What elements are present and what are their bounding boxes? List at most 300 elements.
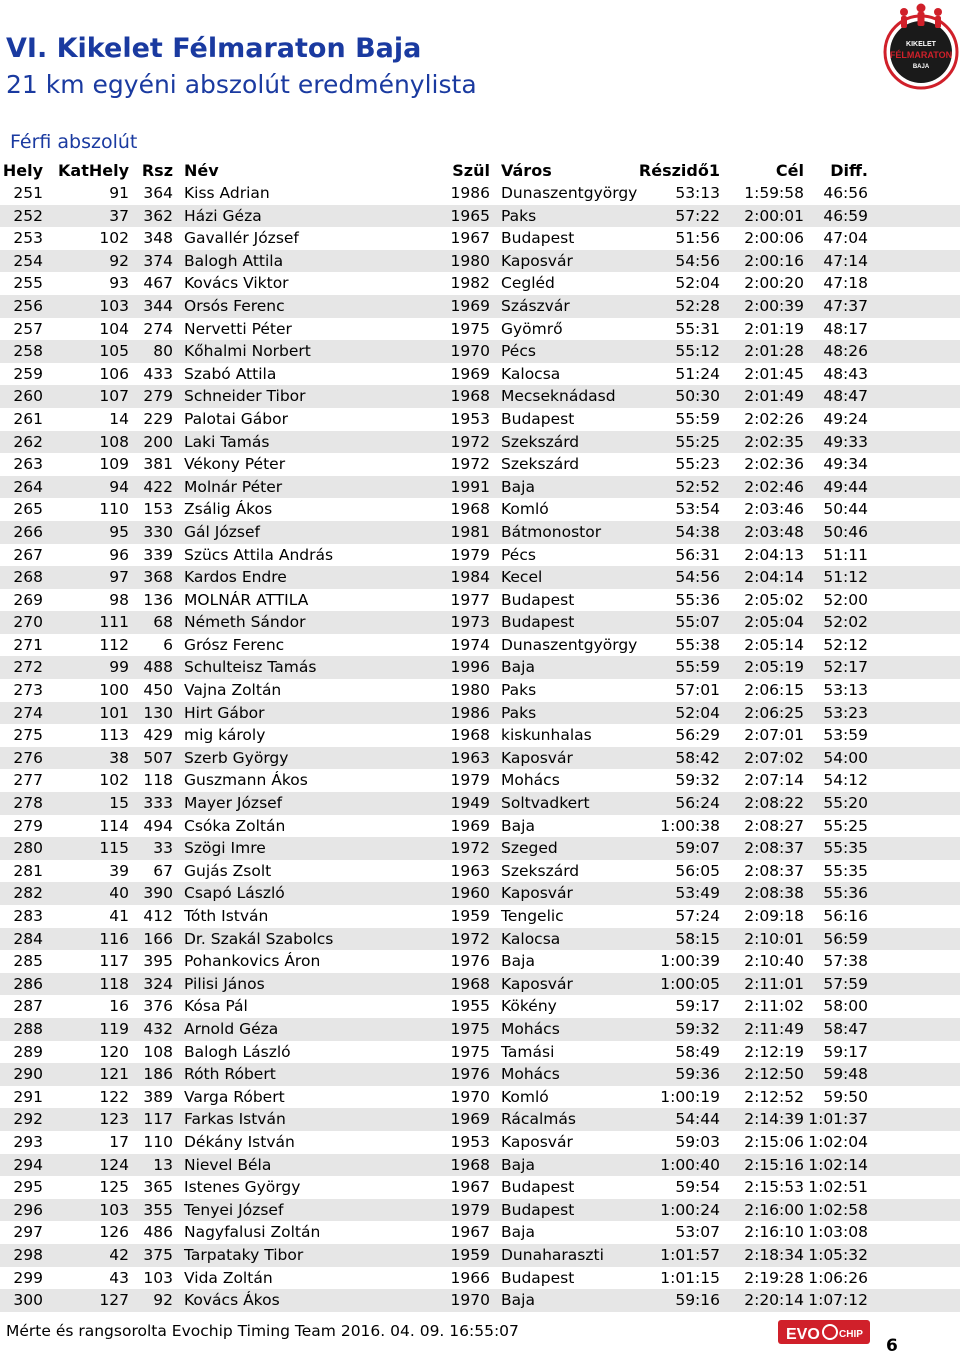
cell-diff: 56:59 xyxy=(823,929,868,948)
cell-rsz: 348 xyxy=(143,229,173,248)
cell-nev: Nagyfalusi Zoltán xyxy=(184,1223,321,1242)
cell-hely: 261 xyxy=(13,409,43,428)
cell-hely: 273 xyxy=(13,681,43,700)
table-row xyxy=(0,702,960,725)
table-row xyxy=(0,837,960,860)
cell-diff: 49:44 xyxy=(823,477,868,496)
cell-cel: 2:08:37 xyxy=(744,861,804,880)
cell-cel: 2:01:19 xyxy=(744,319,804,338)
cell-reszido: 58:15 xyxy=(675,929,720,948)
cell-nev: Házi Géza xyxy=(184,206,262,225)
cell-rsz: 486 xyxy=(143,1223,173,1242)
cell-diff: 52:17 xyxy=(823,658,868,677)
cell-hely: 294 xyxy=(13,1155,43,1174)
cell-hely: 256 xyxy=(13,296,43,315)
cell-reszido: 59:16 xyxy=(675,1291,720,1310)
cell-reszido: 58:42 xyxy=(675,748,720,767)
cell-rsz: 368 xyxy=(143,568,173,587)
cell-varos: Tamási xyxy=(501,1042,555,1061)
cell-kathely: 123 xyxy=(99,1110,129,1129)
cell-nev: Tenyei József xyxy=(184,1200,284,1219)
cell-rsz: 186 xyxy=(143,1065,173,1084)
table-row xyxy=(0,431,960,454)
cell-diff: 1:02:04 xyxy=(808,1132,868,1151)
cell-cel: 2:01:49 xyxy=(744,387,804,406)
cell-nev: Kőhalmi Norbert xyxy=(184,342,311,361)
cell-varos: Mecseknádasd xyxy=(501,387,616,406)
cell-nev: Palotai Gábor xyxy=(184,409,288,428)
cell-varos: Budapest xyxy=(501,1268,575,1287)
cell-diff: 57:59 xyxy=(823,974,868,993)
cell-szul: 1966 xyxy=(450,1268,490,1287)
cell-varos: Budapest xyxy=(501,613,575,632)
cell-varos: Kecel xyxy=(501,568,543,587)
cell-diff: 49:33 xyxy=(823,432,868,451)
table-row xyxy=(0,1221,960,1244)
cell-rsz: 488 xyxy=(143,658,173,677)
evo-logo-text-b: CHIP xyxy=(839,1329,863,1340)
cell-varos: Soltvadkert xyxy=(501,794,590,813)
cell-varos: Dunaszentgyörgy xyxy=(501,184,638,202)
cell-szul: 1970 xyxy=(450,1087,490,1106)
cell-reszido: 54:38 xyxy=(675,522,720,541)
cell-varos: Szeged xyxy=(501,839,558,858)
cell-cel: 2:02:36 xyxy=(744,455,804,474)
table-row xyxy=(0,634,960,657)
cell-rsz: 355 xyxy=(143,1200,173,1219)
cell-reszido: 59:32 xyxy=(675,771,720,790)
cell-nev: Nievel Béla xyxy=(184,1155,272,1174)
cell-diff: 55:35 xyxy=(823,861,868,880)
table-row xyxy=(0,385,960,408)
cell-hely: 295 xyxy=(13,1178,43,1197)
cell-cel: 2:10:01 xyxy=(744,929,804,948)
cell-kathely: 105 xyxy=(99,342,129,361)
cell-diff: 1:05:32 xyxy=(808,1245,868,1264)
cell-varos: Baja xyxy=(501,477,535,496)
cell-rsz: 376 xyxy=(143,997,173,1016)
cell-hely: 272 xyxy=(13,658,43,677)
cell-reszido: 51:56 xyxy=(675,229,720,248)
cell-nev: Vida Zoltán xyxy=(184,1268,273,1287)
cell-cel: 2:01:28 xyxy=(744,342,804,361)
cell-varos: Komló xyxy=(501,1087,549,1106)
cell-cel: 2:02:26 xyxy=(744,409,804,428)
cell-rsz: 375 xyxy=(143,1245,173,1264)
table-row xyxy=(0,1267,960,1290)
cell-diff: 1:07:12 xyxy=(808,1291,868,1310)
cell-nev: Kovács Viktor xyxy=(184,274,289,293)
cell-rsz: 110 xyxy=(143,1132,173,1151)
cell-nev: Schulteisz Tamás xyxy=(184,658,317,677)
table-row xyxy=(0,860,960,883)
cell-reszido: 52:52 xyxy=(675,477,720,496)
table-row xyxy=(0,769,960,792)
cell-nev: mig károly xyxy=(184,726,266,745)
cell-cel: 2:08:38 xyxy=(744,884,804,903)
cell-rsz: 374 xyxy=(143,251,173,270)
cell-varos: Budapest xyxy=(501,1200,575,1219)
cell-diff: 59:50 xyxy=(823,1087,868,1106)
cell-kathely: 119 xyxy=(99,1019,129,1038)
cell-hely: 270 xyxy=(13,613,43,632)
cell-rsz: 467 xyxy=(143,274,173,293)
cell-reszido: 55:36 xyxy=(675,590,720,609)
cell-kathely: 40 xyxy=(109,884,129,903)
cell-reszido: 55:12 xyxy=(675,342,720,361)
table-row xyxy=(0,928,960,951)
cell-diff: 46:56 xyxy=(823,184,868,202)
table-row xyxy=(0,363,960,386)
cell-kathely: 122 xyxy=(99,1087,129,1106)
cell-kathely: 98 xyxy=(109,590,129,609)
cell-szul: 1965 xyxy=(450,206,490,225)
cell-cel: 2:18:34 xyxy=(744,1245,804,1264)
cell-cel: 2:16:00 xyxy=(744,1200,804,1219)
cell-kathely: 16 xyxy=(109,997,129,1016)
cell-reszido: 54:56 xyxy=(675,251,720,270)
cell-kathely: 118 xyxy=(99,974,129,993)
cell-hely: 296 xyxy=(13,1200,43,1219)
cell-reszido: 52:04 xyxy=(675,274,720,293)
cell-hely: 255 xyxy=(13,274,43,293)
cell-rsz: 108 xyxy=(143,1042,173,1061)
cell-diff: 47:14 xyxy=(823,251,868,270)
cell-nev: Varga Róbert xyxy=(184,1087,285,1106)
table-row xyxy=(0,1086,960,1109)
cell-rsz: 153 xyxy=(143,500,173,519)
cell-rsz: 390 xyxy=(143,884,173,903)
cell-rsz: 450 xyxy=(143,681,173,700)
cell-varos: Baja xyxy=(501,816,535,835)
cell-hely: 274 xyxy=(13,703,43,722)
cell-nev: Szögi Imre xyxy=(184,839,266,858)
cell-nev: Balogh Attila xyxy=(184,251,284,270)
cell-szul: 1972 xyxy=(450,432,490,451)
table-row xyxy=(0,227,960,250)
cell-szul: 1953 xyxy=(450,1132,490,1151)
cell-hely: 284 xyxy=(13,929,43,948)
cell-szul: 1979 xyxy=(450,1200,490,1219)
cell-kathely: 37 xyxy=(109,206,129,225)
cell-hely: 275 xyxy=(13,726,43,745)
cell-varos: Cegléd xyxy=(501,274,555,293)
evochip-logo-icon xyxy=(778,1318,870,1346)
cell-hely: 293 xyxy=(13,1132,43,1151)
cell-kathely: 127 xyxy=(99,1291,129,1310)
cell-hely: 254 xyxy=(13,251,43,270)
table-row xyxy=(0,882,960,905)
cell-rsz: 429 xyxy=(143,726,173,745)
cell-nev: Gujás Zsolt xyxy=(184,861,272,880)
cell-varos: Kaposvár xyxy=(501,974,573,993)
table-row xyxy=(0,973,960,996)
kikelet-felmaraton-logo-icon xyxy=(882,0,960,100)
cell-cel: 2:10:40 xyxy=(744,952,804,971)
table-row xyxy=(0,295,960,318)
cell-diff: 52:00 xyxy=(823,590,868,609)
cell-szul: 1982 xyxy=(450,274,490,293)
cell-kathely: 126 xyxy=(99,1223,129,1242)
cell-nev: Balogh László xyxy=(184,1042,291,1061)
cell-rsz: 6 xyxy=(163,635,173,654)
cell-reszido: 59:32 xyxy=(675,1019,720,1038)
cell-nev: Szücs Attila András xyxy=(184,545,334,564)
cell-szul: 1973 xyxy=(450,613,490,632)
cell-szul: 1960 xyxy=(450,884,490,903)
cell-diff: 1:02:14 xyxy=(808,1155,868,1174)
cell-szul: 1968 xyxy=(450,500,490,519)
cell-szul: 1967 xyxy=(450,1178,490,1197)
cell-hely: 259 xyxy=(13,364,43,383)
cell-rsz: 433 xyxy=(143,364,173,383)
cell-cel: 2:04:14 xyxy=(744,568,804,587)
cell-reszido: 1:00:05 xyxy=(660,974,720,993)
cell-varos: Szekszárd xyxy=(501,455,580,474)
cell-rsz: 494 xyxy=(143,816,173,835)
cell-cel: 2:06:25 xyxy=(744,703,804,722)
cell-szul: 1975 xyxy=(450,1019,490,1038)
cell-varos: Pécs xyxy=(501,545,536,564)
cell-kathely: 125 xyxy=(99,1178,129,1197)
cell-reszido: 1:00:40 xyxy=(660,1155,720,1174)
col-szul: Szül xyxy=(452,161,490,180)
cell-reszido: 51:24 xyxy=(675,364,720,383)
table-row xyxy=(0,950,960,973)
cell-cel: 2:11:01 xyxy=(744,974,804,993)
cell-szul: 1975 xyxy=(450,1042,490,1061)
cell-nev: Nervetti Péter xyxy=(184,319,292,338)
cell-kathely: 43 xyxy=(109,1268,129,1287)
cell-kathely: 99 xyxy=(109,658,129,677)
cell-diff: 59:17 xyxy=(823,1042,868,1061)
table-row xyxy=(0,498,960,521)
cell-rsz: 274 xyxy=(143,319,173,338)
cell-nev: Gál József xyxy=(184,522,261,541)
cell-diff: 53:59 xyxy=(823,726,868,745)
cell-nev: Mayer József xyxy=(184,794,283,813)
cell-hely: 288 xyxy=(13,1019,43,1038)
cell-cel: 2:07:01 xyxy=(744,726,804,745)
cell-diff: 48:47 xyxy=(823,387,868,406)
cell-reszido: 59:17 xyxy=(675,997,720,1016)
cell-reszido: 1:00:24 xyxy=(660,1200,720,1219)
cell-reszido: 52:04 xyxy=(675,703,720,722)
cell-hely: 297 xyxy=(13,1223,43,1242)
cell-hely: 268 xyxy=(13,568,43,587)
cell-cel: 2:07:02 xyxy=(744,748,804,767)
cell-nev: Tóth István xyxy=(184,907,269,925)
cell-nev: Róth Róbert xyxy=(184,1065,276,1084)
cell-szul: 1974 xyxy=(450,635,490,654)
cell-szul: 1979 xyxy=(450,545,490,564)
cell-szul: 1986 xyxy=(450,703,490,722)
cell-reszido: 58:49 xyxy=(675,1042,720,1061)
cell-kathely: 121 xyxy=(99,1065,129,1084)
cell-szul: 1968 xyxy=(450,726,490,745)
cell-kathely: 95 xyxy=(109,522,129,541)
cell-reszido: 59:03 xyxy=(675,1132,720,1151)
cell-hely: 300 xyxy=(13,1291,43,1310)
table-row xyxy=(0,724,960,747)
cell-hely: 278 xyxy=(13,794,43,813)
cell-varos: Bátmonostor xyxy=(501,522,602,541)
cell-diff: 49:24 xyxy=(823,409,868,428)
cell-hely: 285 xyxy=(13,952,43,971)
cell-kathely: 92 xyxy=(109,251,129,270)
cell-kathely: 120 xyxy=(99,1042,129,1061)
cell-diff: 57:38 xyxy=(823,952,868,971)
cell-hely: 267 xyxy=(13,545,43,564)
cell-cel: 1:59:58 xyxy=(744,184,804,202)
col-rsz: Rsz xyxy=(141,161,173,180)
cell-varos: Pécs xyxy=(501,342,536,361)
table-row xyxy=(0,250,960,273)
cell-reszido: 53:54 xyxy=(675,500,720,519)
cell-szul: 1972 xyxy=(450,929,490,948)
cell-reszido: 55:59 xyxy=(675,658,720,677)
cell-szul: 1970 xyxy=(450,1291,490,1310)
cell-diff: 48:26 xyxy=(823,342,868,361)
cell-kathely: 42 xyxy=(109,1245,129,1264)
cell-rsz: 364 xyxy=(143,184,173,202)
cell-nev: MOLNÁR ATTILA xyxy=(184,590,309,609)
footer-text: Mérte és rangsorolta Evochip Timing Team 2016. 04. 09. 16:55:07 xyxy=(6,1322,519,1340)
cell-hely: 271 xyxy=(13,635,43,654)
evo-logo-text-a: EVO xyxy=(786,1326,820,1343)
cell-szul: 1972 xyxy=(450,839,490,858)
cell-szul: 1959 xyxy=(450,907,490,925)
cell-diff: 59:48 xyxy=(823,1065,868,1084)
cell-varos: Mohács xyxy=(501,1065,560,1084)
col-nev: Név xyxy=(184,161,219,180)
cell-rsz: 92 xyxy=(153,1291,173,1310)
cell-hely: 251 xyxy=(13,184,43,202)
cell-diff: 54:00 xyxy=(823,748,868,767)
cell-nev: Guszmann Ákos xyxy=(184,771,308,790)
cell-rsz: 136 xyxy=(143,590,173,609)
cell-cel: 2:00:01 xyxy=(744,206,804,225)
cell-hely: 276 xyxy=(13,748,43,767)
table-row xyxy=(0,453,960,476)
cell-varos: Budapest xyxy=(501,1178,575,1197)
table-row xyxy=(0,995,960,1018)
cell-varos: Budapest xyxy=(501,409,575,428)
table-row xyxy=(0,747,960,770)
cell-cel: 2:00:20 xyxy=(744,274,804,293)
cell-reszido: 54:44 xyxy=(675,1110,720,1129)
cell-diff: 1:02:51 xyxy=(808,1178,868,1197)
cell-diff: 58:47 xyxy=(823,1019,868,1038)
cell-szul: 1986 xyxy=(450,184,490,202)
cell-varos: Baja xyxy=(501,658,535,677)
cell-nev: Kósa Pál xyxy=(184,997,248,1016)
cell-varos: Baja xyxy=(501,1155,535,1174)
cell-reszido: 55:07 xyxy=(675,613,720,632)
cell-szul: 1972 xyxy=(450,455,490,474)
cell-reszido: 55:23 xyxy=(675,455,720,474)
cell-varos: Komló xyxy=(501,500,549,519)
cell-rsz: 67 xyxy=(153,861,173,880)
cell-diff: 51:11 xyxy=(823,545,868,564)
category-title: Férfi abszolút xyxy=(10,131,138,153)
cell-szul: 1969 xyxy=(450,296,490,315)
cell-szul: 1976 xyxy=(450,952,490,971)
cell-diff: 1:06:26 xyxy=(808,1268,868,1287)
table-row xyxy=(0,544,960,567)
cell-szul: 1975 xyxy=(450,319,490,338)
cell-hely: 279 xyxy=(13,816,43,835)
table-row xyxy=(0,815,960,838)
cell-hely: 292 xyxy=(13,1110,43,1129)
cell-kathely: 96 xyxy=(109,545,129,564)
table-row xyxy=(0,318,960,341)
cell-varos: Baja xyxy=(501,1223,535,1242)
cell-cel: 2:00:06 xyxy=(744,229,804,248)
cell-varos: Szekszárd xyxy=(501,861,580,880)
cell-nev: Farkas István xyxy=(184,1110,286,1129)
table-row xyxy=(0,1199,960,1222)
cell-kathely: 111 xyxy=(99,613,129,632)
cell-diff: 54:12 xyxy=(823,771,868,790)
cell-reszido: 1:00:19 xyxy=(660,1087,720,1106)
cell-rsz: 166 xyxy=(143,929,173,948)
cell-varos: Baja xyxy=(501,1291,535,1310)
cell-reszido: 57:01 xyxy=(675,681,720,700)
page-title: VI. Kikelet Félmaraton Baja xyxy=(6,33,422,64)
cell-varos: Kaposvár xyxy=(501,748,573,767)
cell-diff: 53:13 xyxy=(823,681,868,700)
cell-hely: 257 xyxy=(13,319,43,338)
cell-szul: 1967 xyxy=(450,229,490,248)
cell-cel: 2:02:35 xyxy=(744,432,804,451)
table-row xyxy=(0,611,960,634)
cell-cel: 2:08:22 xyxy=(744,794,804,813)
cell-kathely: 109 xyxy=(99,455,129,474)
cell-szul: 1969 xyxy=(450,816,490,835)
cell-varos: Paks xyxy=(501,206,537,225)
cell-kathely: 115 xyxy=(99,839,129,858)
cell-szul: 1968 xyxy=(450,387,490,406)
cell-cel: 2:00:16 xyxy=(744,251,804,270)
cell-diff: 55:35 xyxy=(823,839,868,858)
cell-varos: Dunaharaszti xyxy=(501,1245,604,1264)
cell-cel: 2:05:02 xyxy=(744,590,804,609)
cell-szul: 1955 xyxy=(450,997,490,1016)
cell-reszido: 52:28 xyxy=(675,296,720,315)
cell-reszido: 53:07 xyxy=(675,1223,720,1242)
cell-nev: Kardos Endre xyxy=(184,568,287,587)
cell-varos: Kalocsa xyxy=(501,364,561,383)
cell-diff: 53:23 xyxy=(823,703,868,722)
cell-hely: 262 xyxy=(13,432,43,451)
cell-kathely: 108 xyxy=(99,432,129,451)
table-row xyxy=(0,272,960,295)
cell-varos: Mohács xyxy=(501,1019,560,1038)
table-row xyxy=(0,589,960,612)
cell-szul: 1969 xyxy=(450,364,490,383)
cell-rsz: 344 xyxy=(143,296,173,315)
cell-szul: 1969 xyxy=(450,1110,490,1129)
cell-rsz: 117 xyxy=(143,1110,173,1129)
cell-diff: 52:12 xyxy=(823,635,868,654)
cell-kathely: 17 xyxy=(109,1132,129,1151)
cell-rsz: 339 xyxy=(143,545,173,564)
cell-diff: 46:59 xyxy=(823,206,868,225)
table-row xyxy=(0,476,960,499)
cell-kathely: 38 xyxy=(109,748,129,767)
cell-nev: Schneider Tibor xyxy=(184,387,306,406)
